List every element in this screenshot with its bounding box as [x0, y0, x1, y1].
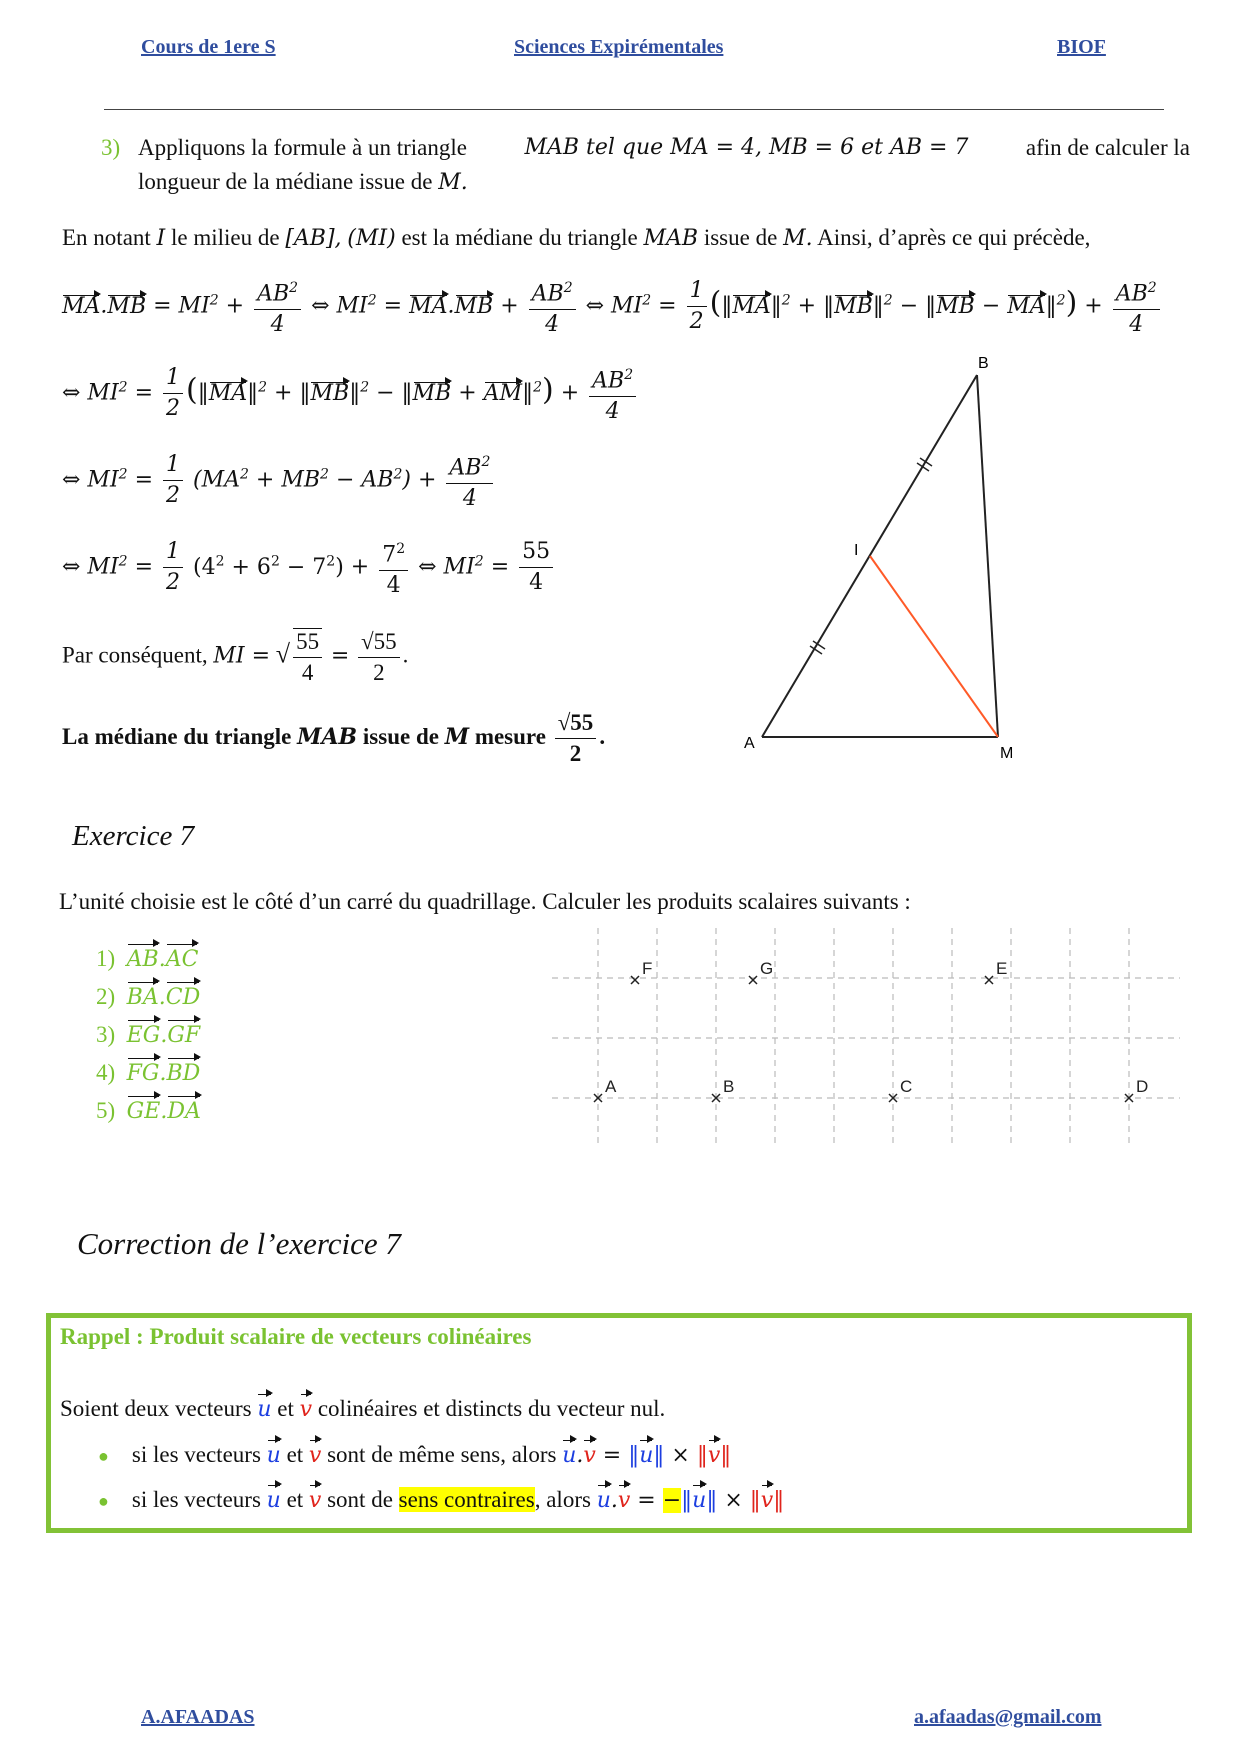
median-mi [870, 556, 998, 737]
header-course: Cours de 1ere S [141, 36, 276, 58]
exercise-item-1: 1) AB.AC [96, 942, 201, 980]
side-bm [977, 375, 998, 737]
equation-line-1: $MA.MB = MI^2$ + $\frac{AB^2}{4}$ ⇔ $MI^2 = MA.MB$ + $\frac{AB^2}{4}$ ⇔ $MI^2$ = $\frac{1}{2}$ (‖MA‖$^2$ + ‖MB‖$^2$ − ‖MB − MA‖$^2$) + $\frac{AB^2}{4}$ [62, 275, 1163, 338]
label-a: A [744, 735, 755, 752]
side-ab [762, 375, 977, 737]
grid-point-marks [594, 976, 1133, 1102]
reminder-title: Rappel : Produit scalaire de vecteurs colinéaires [60, 1324, 532, 1349]
grid-label-e: E [996, 959, 1008, 978]
equation-line-3: ⇔ $MI^2$ = $\frac{1}{2}$ $(MA^2 + MB^2 - AB^2)$ + $\frac{AB^2}{4}$ [62, 449, 496, 512]
grid-figure [552, 928, 1180, 1143]
grid-label-a: A [605, 1077, 617, 1096]
reminder-bullet-2: ● si les vecteurs u et v sont de sens contraires, alors u.v = −‖u‖ × ‖v‖ [98, 1483, 784, 1518]
exercise-title: Exercice 7 [72, 820, 195, 852]
header-divider [104, 109, 1164, 110]
equation-line-2: ⇔ $MI^2$ = $\frac{1}{2}$ (‖MA‖$^2$ + ‖MB‖$^2$ − ‖MB + AM‖$^2$) + $\frac{AB^2}{4}$ [62, 362, 639, 425]
label-m: M [1000, 745, 1014, 762]
exercise-item-5: 5) GE.DA [96, 1094, 201, 1132]
grid-label-f: F [642, 959, 653, 978]
triangle-figure [730, 350, 1030, 770]
conclusion-line: Par conséquent, MI = √ $\frac{55}{4}$ = $\frac{√55}{2}$ . [62, 628, 409, 685]
part3-line2: longueur de la médiane issue de M. [138, 169, 468, 195]
footer-author: A.AFAADAS [141, 1706, 255, 1728]
exercise-item-2: 2) BA.CD [96, 980, 201, 1018]
footer-email[interactable]: a.afaadas@gmail.com [914, 1706, 1102, 1728]
part3-line1: Appliquons la formule à un triangle MAB tel que MA = 4, MB = 6 et AB = 7 afin de calculer la [138, 135, 1190, 160]
grid-label-c: C [900, 1077, 913, 1096]
exercise-item-4: 4) FG.BD [96, 1056, 201, 1094]
result-statement: La médiane du triangle MAB issue de M mesure $\frac{√55}{2}$ . [62, 710, 606, 766]
exercise-items [96, 942, 201, 1132]
label-b: B [978, 355, 989, 372]
notation-sentence: En notant I le milieu de [AB], (MI) est la médiane du triangle MAB issue de M. Ainsi, d’après ce qui précède, [62, 225, 1091, 251]
grid-label-b: B [723, 1077, 735, 1096]
label-i: I [854, 542, 859, 559]
reminder-bullet-1: ● si les vecteurs u et v sont de même sens, alors u.v = ‖u‖ × ‖v‖ [98, 1438, 731, 1473]
grid-label-d: D [1136, 1077, 1149, 1096]
exercise-statement: L’unité choisie est le côté d’un carré du quadrillage. Calculer les produits scalaires suivants : [59, 889, 911, 914]
grid-label-g: G [760, 959, 774, 978]
exercise-item-3: 3) EG.GF [96, 1018, 201, 1056]
header-track: BIOF [1057, 36, 1106, 58]
reminder-intro: Soient deux vecteurs u et v colinéaires et distincts du vecteur nul. [60, 1392, 665, 1427]
item-number-3: 3) [101, 135, 121, 160]
equation-line-4: ⇔ $MI^2$ = $\frac{1}{2}$ $(4^2 + 6^2 - 7^2)$ + $\frac{7^2}{4}$ ⇔ $MI^2$ = $\frac{55}{4}$ [62, 536, 556, 599]
header-subject: Sciences Expirémentales [514, 36, 724, 58]
correction-title: Correction de l’exercice 7 [77, 1226, 401, 1261]
